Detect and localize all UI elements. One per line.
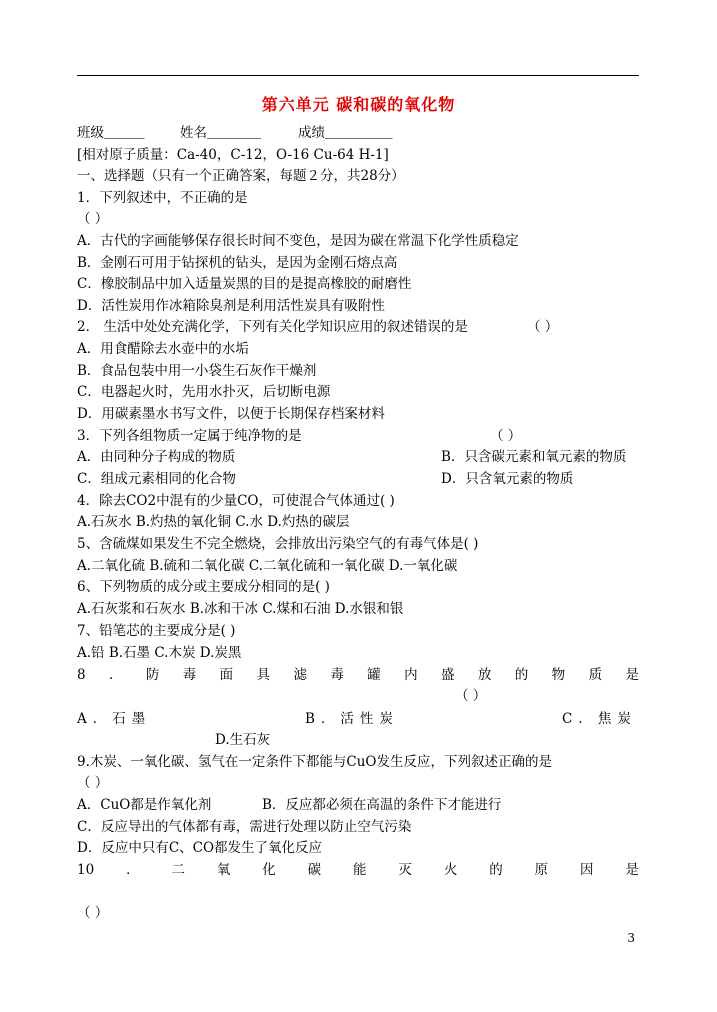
question-1-blank: （ ）	[77, 211, 109, 227]
class-label: 班级＿＿＿	[77, 125, 145, 141]
question-4-options: A.石灰水 B.灼热的氧化铜 C.水 D.灼热的碳层	[77, 514, 350, 530]
question-3-option-c: C．组成元素相同的化合物	[77, 471, 236, 487]
question-6-stem: 6、下列物质的成分或主要成分相同的是( )	[77, 579, 330, 595]
question-1-stem: 1．下列叙述中，不正确的是	[77, 190, 248, 206]
question-8-option-d: D.生石灰	[215, 732, 271, 748]
atomic-mass-note: [相对原子质量：Ca-40，C-12，O-16 Cu-64 H-1]	[77, 147, 389, 163]
question-10-blank: （ ）	[77, 905, 109, 921]
question-9-option-d: D．反应中只有C、CO都发生了氧化反应	[77, 840, 323, 856]
question-8-option-b: B．活性炭	[305, 711, 399, 727]
question-8-option-a: A．石墨	[77, 711, 152, 727]
page-number: 3	[627, 931, 635, 945]
score-label: 成绩＿＿＿＿＿	[298, 125, 393, 141]
question-5-stem: 5、含硫煤如果发生不完全燃烧，会排放出污染空气的有毒气体是( )	[77, 536, 479, 552]
question-3-blank: （ ）	[490, 428, 522, 444]
section-heading: 一、选择题（只有一个正确答案，每题２分，共28分）	[77, 168, 405, 184]
question-3-option-a: A．由同种分子构成的物质	[77, 449, 236, 465]
question-2-option-c: C．电器起火时，先用水扑灭，后切断电源	[77, 384, 331, 400]
question-2-option-d: D．用碳素墨水书写文件，以便于长期保存档案材料	[77, 406, 385, 422]
page-title: 第六单元 碳和碳的氧化物	[261, 95, 456, 114]
question-9-option-b: B．反应都必须在高温的条件下才能进行	[262, 797, 502, 813]
question-2-blank: （ ）	[527, 319, 559, 335]
question-2-option-b: B．食品包装中用一小袋生石灰作干燥剂	[77, 363, 317, 379]
question-9-option-c: C．反应导出的气体都有毒，需进行处理以防止空气污染	[77, 819, 412, 835]
question-10-stem: 10 ． 二 氧 化 碳 能 灭 火 的 原 因 是	[77, 862, 639, 878]
question-1-option-d: D．活性炭用作冰箱除臭剂是利用活性炭具有吸附性	[77, 298, 385, 314]
question-8-blank: （ ）	[455, 688, 487, 704]
question-3-stem: 3．下列各组物质一定属于纯净物的是	[77, 428, 302, 444]
question-9-blank: （ ）	[77, 775, 109, 791]
question-2-stem: 2． 生活中处处充满化学，下列有关化学知识应用的叙述错误的是	[77, 319, 468, 335]
question-3-option-d: D．只含氧元素的物质	[441, 471, 574, 487]
question-1-option-c: C．橡胶制品中加入适量炭黑的目的是提高橡胶的耐磨性	[77, 276, 412, 292]
question-9-option-a: A．CuO都是作氧化剂	[77, 797, 212, 813]
question-9-stem: 9.木炭、一氧化碳、氢气在一定条件下都能与CuO发生反应，下列叙述正确的是	[77, 754, 552, 770]
question-3-option-b: B．只含碳元素和氧元素的物质	[441, 449, 627, 465]
question-6-options: A.石灰浆和石灰水 B.冰和干冰 C.煤和石油 D.水银和银	[77, 601, 404, 617]
header-rule	[77, 75, 639, 76]
question-1-option-b: B．金刚石可用于钻探机的钻头，是因为金刚石熔点高	[77, 255, 398, 271]
question-1-option-a: A．古代的字画能够保存很长时间不变色，是因为碳在常温下化学性质稳定	[77, 233, 519, 249]
question-4-stem: 4．除去CO2中混有的少量CO，可使混合气体通过( )	[77, 493, 395, 509]
question-2-option-a: A．用食醋除去水壶中的水垢	[77, 341, 249, 357]
question-8-stem: 8 ． 防 毒 面 具 滤 毒 罐 内 盛 放 的 物 质 是	[77, 667, 639, 683]
question-7-stem: 7、铅笔芯的主要成分是( )	[77, 623, 236, 639]
name-label: 姓名＿＿＿＿	[180, 125, 261, 141]
question-8-option-c: C．焦炭	[562, 711, 637, 727]
question-7-options: A.铅 B.石墨 C.木炭 D.炭黑	[77, 645, 242, 661]
question-5-options: A.二氧化硫 B.硫和二氧化碳 C.二氧化硫和一氧化碳 D.一氧化碳	[77, 558, 458, 574]
